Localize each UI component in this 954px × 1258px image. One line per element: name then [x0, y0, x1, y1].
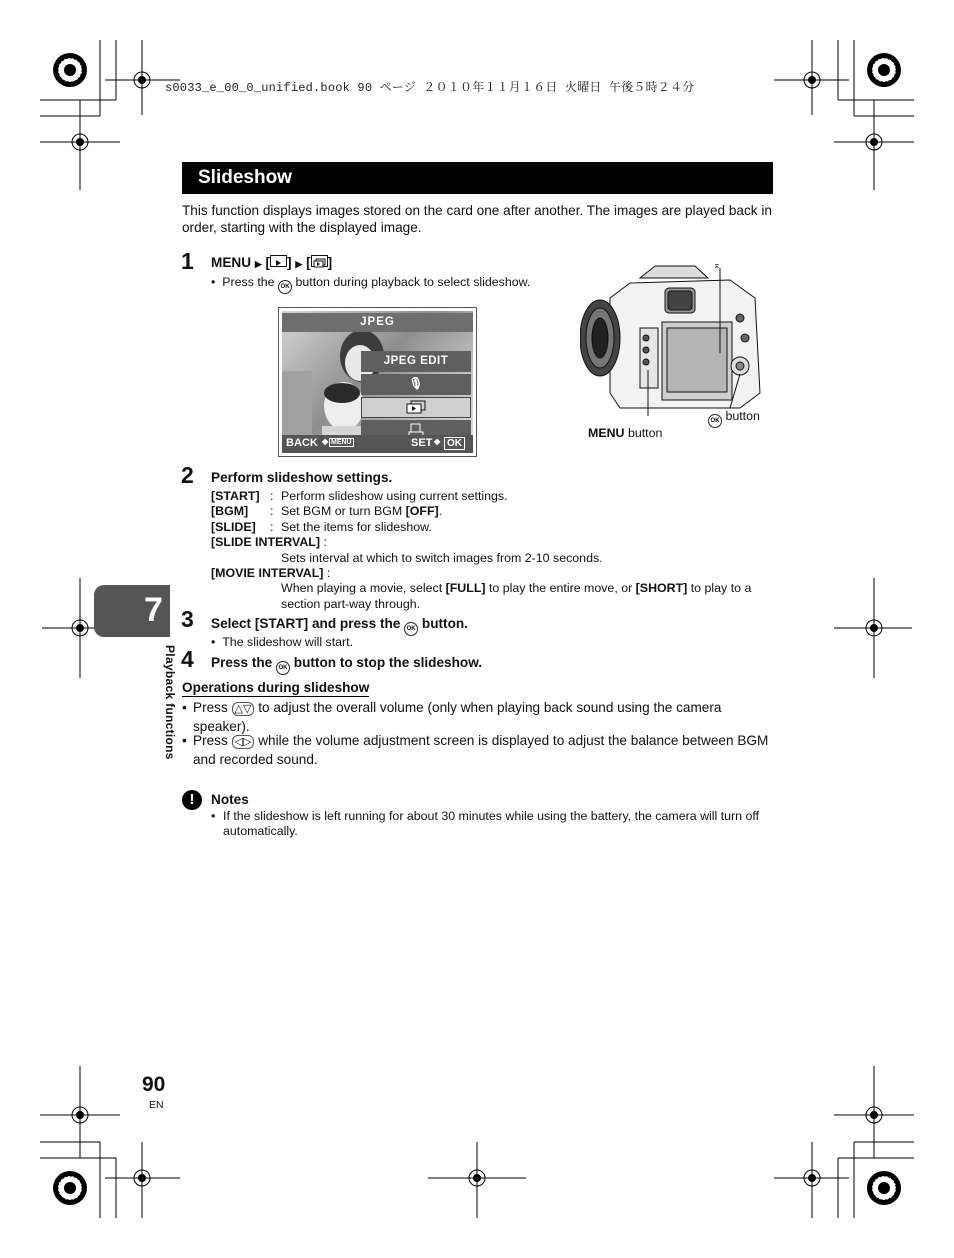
- setting-slide-desc: Set the items for slideshow.: [281, 520, 432, 534]
- menu-key-icon: MENU: [331, 439, 352, 446]
- setting-slide-interval: [SLIDE INTERVAL] :: [211, 535, 327, 549]
- setting-slide: [SLIDE] :: [211, 520, 274, 534]
- step-1-bullet: • Press the OK button during playback to select slideshow.: [211, 275, 530, 294]
- playback-menu-icon: [270, 255, 287, 267]
- setting-bgm-desc: Set BGM or turn BGM [OFF].: [281, 504, 443, 518]
- setting-start: [START] :: [211, 489, 274, 503]
- operations-item: • Press ◁▷ while the volume adjustment screen is displayed to adjust the balance between BGM and recorded sound.: [182, 733, 769, 767]
- ok-button-icon: OK: [708, 414, 722, 428]
- camera-menu-label: MENU button: [588, 426, 663, 440]
- ok-button-icon: OK: [276, 661, 290, 675]
- step-3-number: 3: [181, 606, 194, 632]
- warning-icon: !: [182, 790, 202, 810]
- slideshow-icon: [311, 255, 328, 267]
- up-down-arrows-icon: △▽: [232, 702, 255, 716]
- camera-illustration: [580, 258, 770, 418]
- lcd-footer: [282, 435, 473, 453]
- lcd-photo-background: [282, 311, 473, 453]
- voice-item[interactable]: [361, 374, 471, 395]
- operations-title: Operations during slideshow: [182, 680, 370, 695]
- notes-title: Notes: [211, 792, 249, 807]
- section-header: [182, 162, 773, 194]
- slideshow-icon: [405, 400, 427, 414]
- back-label: BACK: [286, 437, 318, 449]
- volume-up-icon: ⌅: [713, 261, 721, 271]
- ok-button-icon: OK: [278, 280, 292, 294]
- slideshow-item[interactable]: [361, 397, 471, 418]
- intro-text: This function displays images stored on the card one after another. The images are played back in order, starting with the displayed image.: [182, 203, 772, 235]
- step-3-title: Select [START] and press the OK button.: [211, 616, 468, 636]
- microphone-icon: 🎙: [408, 378, 424, 390]
- arrow-icon: ◆: [322, 437, 329, 446]
- lcd-header: JPEG: [282, 313, 473, 332]
- step-4-number: 4: [181, 646, 194, 672]
- arrow-icon: ◆: [434, 437, 441, 446]
- step-2-title: Perform slideshow settings.: [211, 470, 393, 485]
- chapter-tab: [94, 585, 170, 637]
- arrow-right-icon: ▶: [295, 259, 303, 269]
- menu-key: MENU: [211, 255, 252, 270]
- setting-movie-interval: [MOVIE INTERVAL] :: [211, 566, 331, 580]
- left-right-arrows-icon: ◁▷: [232, 735, 255, 749]
- lcd-menu: [361, 351, 471, 443]
- page-number: 90: [142, 1073, 166, 1096]
- operations-item: • Press △▽ to adjust the overall volume (only when playing back sound using the camera speaker).: [182, 700, 722, 734]
- set-label: SET: [411, 437, 433, 449]
- setting-bgm: [BGM] :: [211, 504, 274, 518]
- chapter-label: Playback functions: [163, 645, 177, 760]
- step-3-bullet: • The slideshow will start.: [211, 635, 354, 649]
- step-2-number: 2: [181, 462, 194, 488]
- page-language: EN: [149, 1099, 164, 1111]
- lcd-screen: [278, 307, 477, 457]
- ok-button-icon: OK: [404, 622, 418, 636]
- print-info: s0033_e_00_0_unified.book 90 ページ ２０１０年１１月１６日 火曜日 午後５時２４分: [165, 81, 695, 95]
- notes-item: • If the slideshow is left running for about 30 minutes while using the battery, the camera will turn off automatically.: [211, 809, 760, 838]
- chapter-number: 7: [144, 591, 163, 629]
- ok-key-icon: OK: [444, 437, 465, 450]
- arrow-right-icon: ▶: [254, 259, 262, 269]
- setting-start-desc: Perform slideshow using current settings.: [281, 489, 508, 503]
- setting-slide-interval-desc: Sets interval at which to switch images from 2-10 seconds.: [281, 551, 603, 565]
- camera-ok-label: OK button: [708, 409, 760, 428]
- jpeg-edit-item[interactable]: JPEG EDIT: [361, 351, 471, 372]
- step-1-title: MENU ▶ [ ] ▶ [ ]: [211, 255, 333, 270]
- step-4-title: Press the OK button to stop the slideshow.: [211, 655, 482, 675]
- step-1-number: 1: [181, 248, 194, 274]
- setting-movie-interval-desc: When playing a movie, select [FULL] to play the entire move, or [SHORT] to play to a section part-way through.: [281, 581, 752, 611]
- section-title: Slideshow: [198, 167, 292, 188]
